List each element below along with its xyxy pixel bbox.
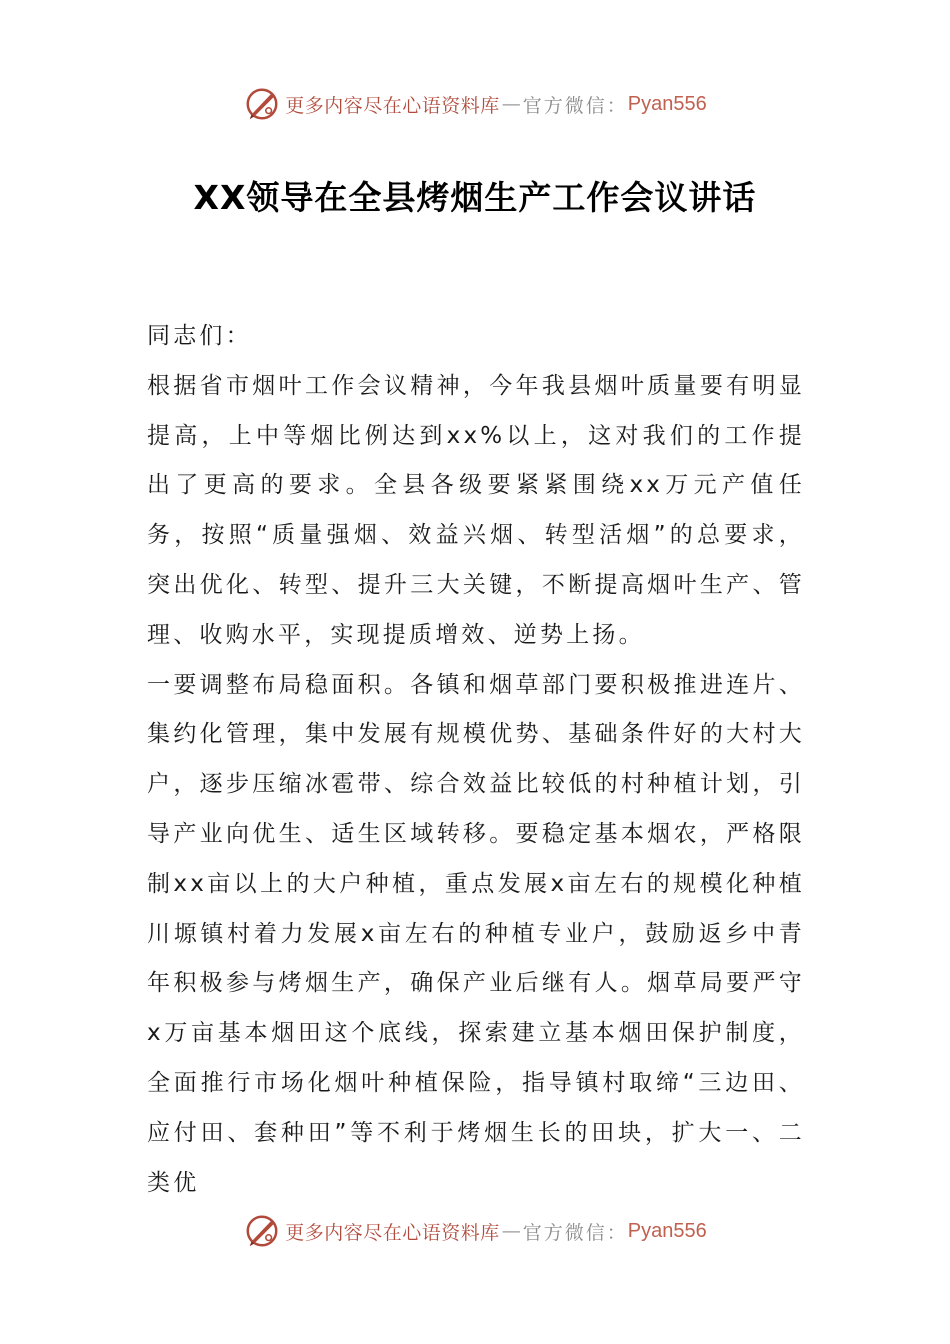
watermark-separator: — [501,93,521,115]
header-watermark [0,84,950,124]
watermark-wechat-id: Pyan556 [627,1219,707,1242]
watermark-brand: 更多内容尽在心语资料库 [285,94,500,117]
watermark-wechat-label: 官方微信： [522,94,628,117]
paragraph: 根据省市烟叶工作会议精神，今年我县烟叶质量要有明显提高，上中等烟比例达到xx%以上，这对我们的工作提出了更高的要求。全县各级要紧紧围绕xx万元产值任务，按照“质量强烟、效益兴烟、转型活烟”的总要求，突出优化、转型、提升三大关键，不断提高烟叶生产、管理、收购水平，实现提质增效、逆势上扬。 [147,372,805,648]
pen-logo-icon [243,1212,281,1250]
salutation: 同志们： [147,323,252,349]
watermark-wechat-label: 官方微信： [522,1221,628,1244]
watermark-wechat-id: Pyan556 [627,92,707,115]
pen-logo-icon [243,85,281,123]
document-title: XX领导在全县烤烟生产工作会议讲话 [193,178,757,217]
watermark-separator: — [501,1220,521,1242]
footer-watermark [0,1211,950,1251]
paragraph: 一要调整布局稳面积。各镇和烟草部门要积极推进连片、集约化管理，集中发展有规模优势、基础条件好的大村大户，逐步压缩冰雹带、综合效益比较低的村种植计划，引导产业向优生、适生区域转移。要稳定基本烟农，严格限制xx亩以上的大户种植，重点发展x亩左右的规模化种植川塬镇村着力发展x亩左右的种植专业户，鼓励返乡中青年积极参与烤烟生产，确保产业后继有人。烟草局要严守x万亩基本烟田这个底线，探索建立基本烟田保护制度，全面推行市场化烟叶种植保险，指导镇村取缔“三边田、应付田、套种田”等不利于烤烟生长的田块，扩大一、二类优 [147,671,805,1196]
document-body [147,312,805,1208]
watermark-brand: 更多内容尽在心语资料库 [285,1221,500,1244]
